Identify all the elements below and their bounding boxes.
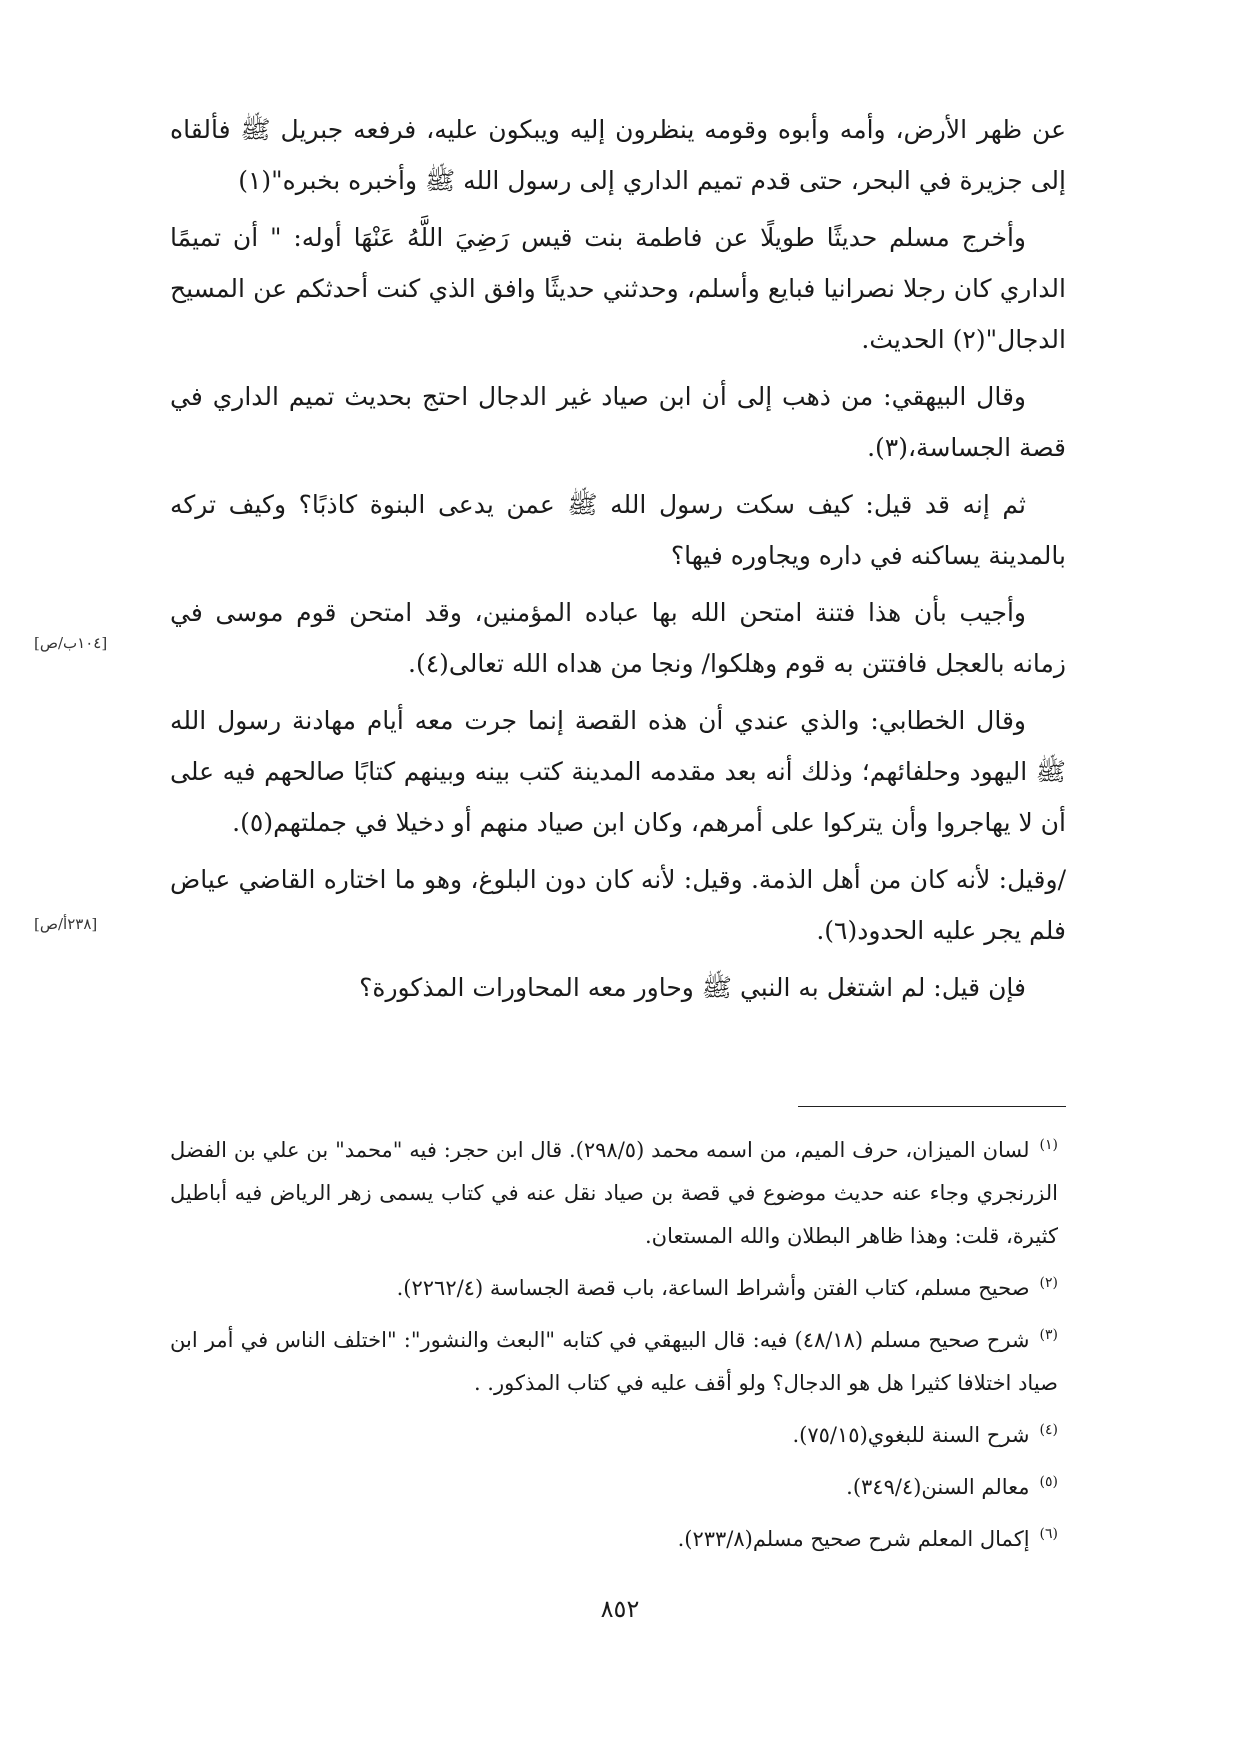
footnote-text: شرح صحيح مسلم (٤٨/١٨) فيه: قال البيهقي في كتابه "البعث والنشور": "اختلف الناس في أمر ابن صياد اختلافا كثيرا هل هو الدجال؟ ولو أقف عليه في كتاب المذكور. .	[170, 1328, 1058, 1395]
paragraph-5: وأجيب بأن هذا فتنة امتحن الله بها عباده المؤمنين، وقد امتحن قوم موسى في زمانه بالعجل فافتتن به قوم وهلكوا/ ونجا من هداه الله تعالى(٤).	[170, 598, 1066, 678]
paragraph-3: وقال البيهقي: من ذهب إلى أن ابن صياد غير الدجال احتج بحديث تميم الداري في قصة الجساسة،(٣).	[170, 382, 1066, 462]
footnote-number: (٢)	[1039, 1275, 1058, 1291]
footnote-number: (٥)	[1039, 1474, 1058, 1490]
footnote-number: (٤)	[1039, 1422, 1058, 1438]
footnote-number: (١)	[1039, 1137, 1058, 1153]
page-number: ٨٥٢	[600, 1595, 640, 1623]
footnote-2	[170, 1262, 1066, 1310]
paragraph-2: وأخرج مسلم حديثًا طويلًا عن فاطمة بنت قيس رَضِيَ اللَّهُ عَنْهَا أوله: " أن تميمًا الداري كان رجلا نصرانيا فبايع وأسلم، وحدثني حديثًا وافق الذي كنت أحدثكم عن المسيح الدجال"(٢) الحديث.	[170, 223, 1066, 354]
footnote-text: لسان الميزان، حرف الميم، من اسمه محمد (٢٩٨/٥). قال ابن حجر: فيه "محمد" بن علي بن الفضل الزرنجري وجاء عنه حديث موضوع في قصة بن صياد نقل عنه في كتاب يسمى زهر الرياض فيه أباطيل كثيرة، قلت: وهذا ظاهر البطلان والله المستعان.	[170, 1138, 1058, 1248]
paragraph-7: /وقيل: لأنه كان من أهل الذمة. وقيل: لأنه كان دون البلوغ، وهو ما اختاره القاضي عياض فلم يجر عليه الحدود(٦).	[170, 865, 1066, 945]
footnote-1	[170, 1124, 1066, 1258]
footnote-divider	[798, 1106, 1066, 1107]
footnote-text: صحيح مسلم، كتاب الفتن وأشراط الساعة، باب قصة الجساسة (٢٢٦٢/٤).	[396, 1276, 1030, 1300]
margin-note-folio-104b: [١٠٤ب/ص]	[34, 634, 108, 652]
footnotes	[170, 1124, 1066, 1565]
footnote-number: (٦)	[1039, 1526, 1058, 1542]
footnote-text: إكمال المعلم شرح صحيح مسلم(٢٣٣/٨).	[677, 1527, 1030, 1551]
footnote-3	[170, 1314, 1066, 1405]
paragraph-6: وقال الخطابي: والذي عندي أن هذه القصة إنما جرت معه أيام مهادنة رسول الله ﷺ اليهود وحلفائهم؛ وذلك أنه بعد مقدمه المدينة كتب بينه وبينهم كتابًا صالحهم فيه على أن لا يهاجروا وأن يتركوا على أمرهم، وكان ابن صياد منهم أو دخيلا في جملتهم(٥).	[170, 706, 1066, 837]
footnote-number: (٣)	[1039, 1327, 1058, 1343]
footnote-text: شرح السنة للبغوي(٧٥/١٥).	[792, 1423, 1030, 1447]
main-text	[170, 104, 1066, 1019]
paragraph-1: عن ظهر الأرض، وأمه وأبوه وقومه ينظرون إليه ويبكون عليه، فرفعه جبريل ﷺ فألقاه إلى جزيرة في البحر، حتى قدم تميم الداري إلى رسول الله ﷺ وأخبره بخبره"(١)	[170, 115, 1066, 195]
footnote-text: معالم السنن(٣٤٩/٤).	[846, 1475, 1030, 1499]
footnote-4	[170, 1409, 1066, 1457]
paragraph-4: ثم إنه قد قيل: كيف سكت رسول الله ﷺ عمن يدعى البنوة كاذبًا؟ وكيف تركه بالمدينة يساكنه في داره ويجاوره فيها؟	[170, 490, 1066, 570]
footnote-6	[170, 1513, 1066, 1561]
paragraph-8: فإن قيل: لم اشتغل به النبي ﷺ وحاور معه المحاورات المذكورة؟	[359, 973, 1026, 1002]
footnote-5	[170, 1461, 1066, 1509]
margin-note-folio-238a: [٢٣٨أ/ص]	[34, 915, 98, 933]
